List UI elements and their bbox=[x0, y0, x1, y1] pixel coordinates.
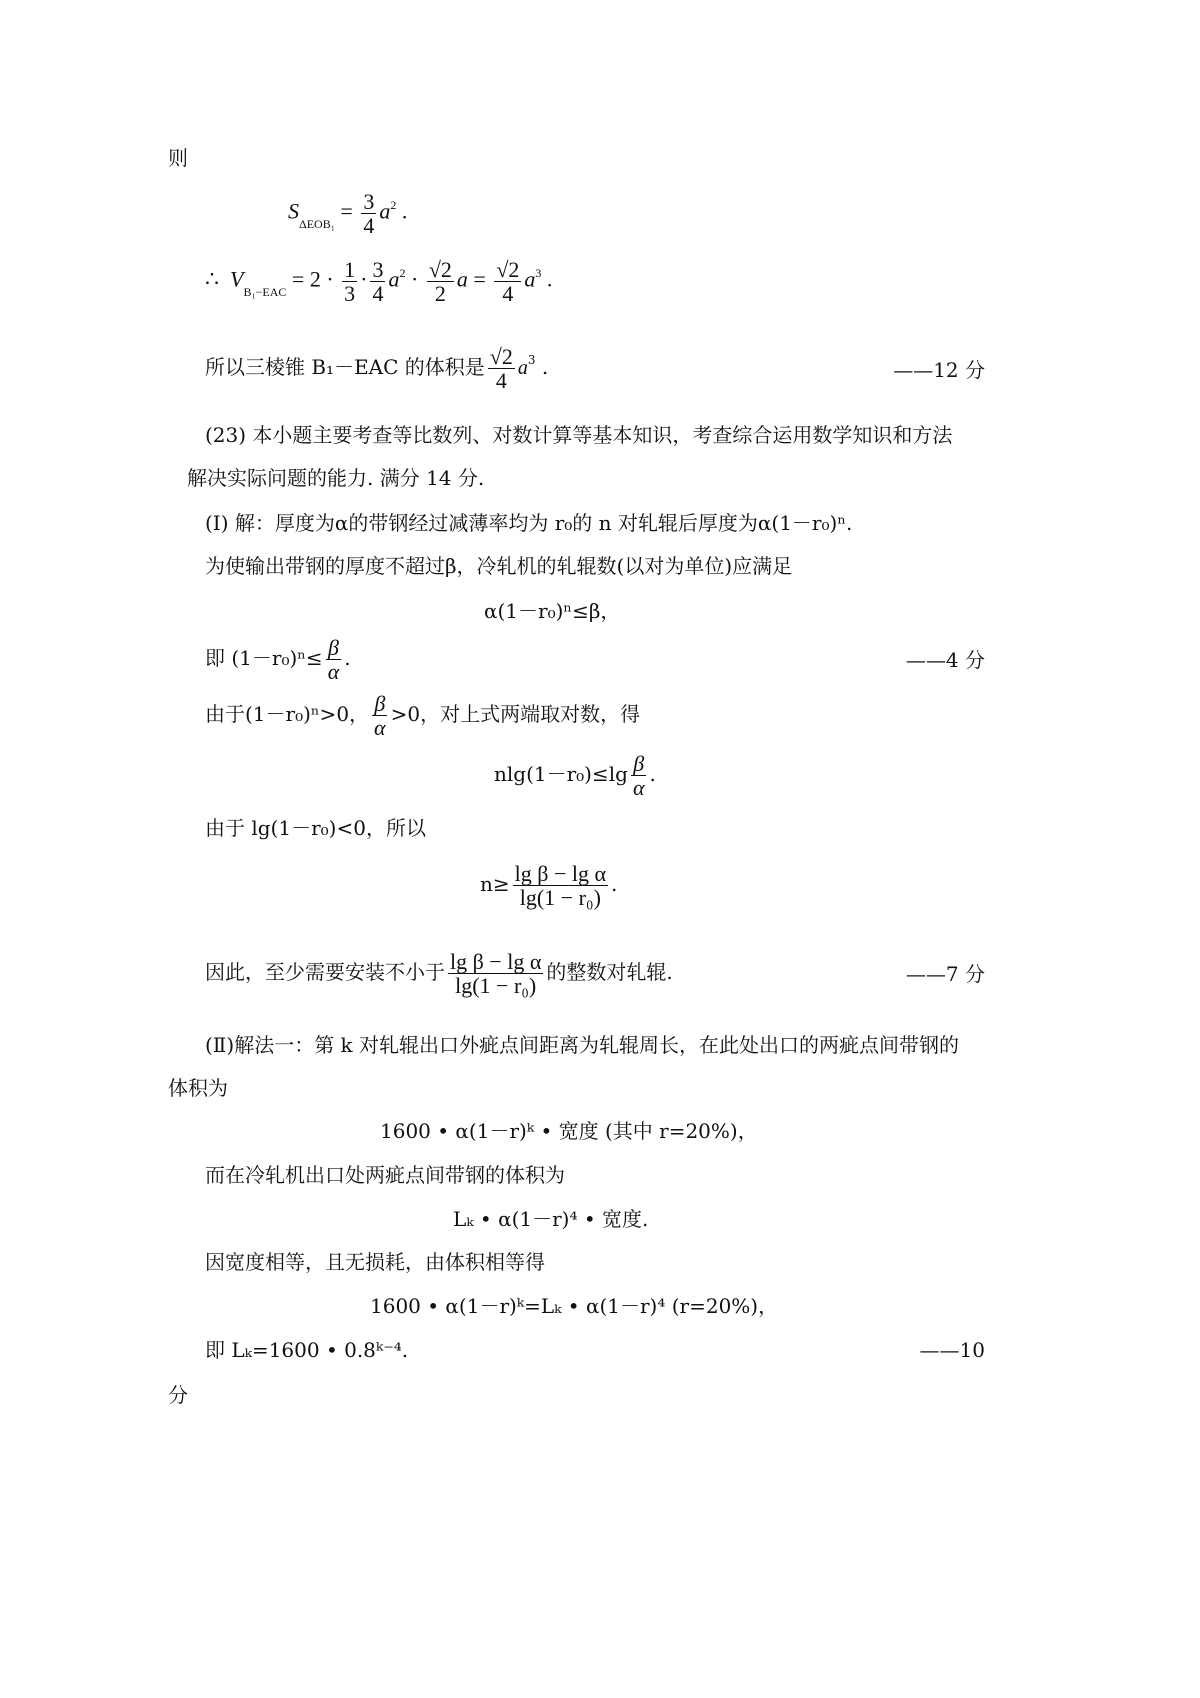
score-12: ——12 分 bbox=[893, 358, 985, 382]
conclusion-rollers: 因此，至少需要安装不小于 $\frac{\text{lg β − lg α}}{\text{lg(1 − r₀)}}$ 的整数对轧辊. bbox=[205, 949, 673, 999]
score-7: ——7 分 bbox=[905, 962, 985, 986]
part2-line2: 体积为 bbox=[168, 1076, 228, 1100]
score-4: ——4 分 bbox=[905, 648, 985, 672]
equation-s-area: $S_{\Delta EOB_1}$ = $\frac{3}{4}$ $a^2$ . bbox=[288, 189, 408, 239]
part2-line1: (Ⅱ)解法一：第 k 对轧辊出口外疵点间距离为轧辊周长，在此处出口的两疵点间带钢的 bbox=[205, 1033, 960, 1057]
log-inequality: nlg(1－r₀)≤lg $\frac{\beta}{\alpha}$ . bbox=[494, 751, 656, 801]
text-erzai: 而在冷轧机出口处两疵点间带钢的体积为 bbox=[205, 1163, 565, 1187]
q23-intro-line2: 解决实际问题的能力. 满分 14 分. bbox=[187, 466, 485, 490]
part1-line1: (Ⅰ) 解：厚度为α的带钢经过减薄率均为 r₀的 n 对轧辊后厚度为α(1－r₀)ⁿ. bbox=[205, 511, 853, 535]
text-equal-width: 因宽度相等，且无损耗，由体积相等得 bbox=[205, 1250, 545, 1274]
volume-equality: 1600 • α(1－r)ᵏ=Lₖ • α(1－r)⁴ (r=20%)， bbox=[370, 1294, 779, 1318]
text-volume-result: 所以三棱锥 B₁－EAC 的体积是 $\frac{√2}{4}$ $a^3$ . bbox=[205, 344, 549, 394]
log-negative: 由于 lg(1－r₀)<0，所以 bbox=[205, 816, 426, 840]
lk-formula: 即 Lₖ=1600 • 0.8ᵏ⁻⁴. bbox=[205, 1338, 409, 1362]
volume-eq-1: 1600 • α(1－r)ᵏ • 宽度 (其中 r=20%)， bbox=[380, 1119, 758, 1143]
q23-intro-line1: (23) 本小题主要考查等比数列、对数计算等基本知识，考查综合运用数学知识和方法 bbox=[205, 423, 953, 447]
volume-eq-2: Lₖ • α(1－r)⁴ • 宽度. bbox=[453, 1207, 649, 1231]
text-fen: 分 bbox=[168, 1383, 188, 1407]
inequality-2: 即 (1－r₀)ⁿ≤ $\frac{\beta}{\alpha}$ . bbox=[205, 635, 351, 685]
score-10: ——10 bbox=[919, 1338, 985, 1362]
n-bound: n≥ $\frac{\text{lg β − lg α}}{\text{lg(1 − r₀)}}$ . bbox=[480, 861, 618, 911]
inequality-1: α(1－r₀)ⁿ≤β， bbox=[484, 599, 621, 623]
text-ze: 则 bbox=[168, 146, 188, 170]
part1-line2: 为使输出带钢的厚度不超过β，冷轧机的轧辊数(以对为单位)应满足 bbox=[205, 554, 793, 578]
equation-volume: ∴ $V_{B_1-EAC} = 2$ · $\frac{1}{3}$ · $\frac{3}{4}$ $a^2$ · $\frac{√2}{2}$ a = $\frac{√2}{4}$ $a^3$ . bbox=[205, 257, 553, 307]
log-step-intro: 由于(1－r₀)ⁿ>0， $\frac{\beta}{\alpha}$ >0，对上式两端取对数，得 bbox=[205, 691, 641, 741]
